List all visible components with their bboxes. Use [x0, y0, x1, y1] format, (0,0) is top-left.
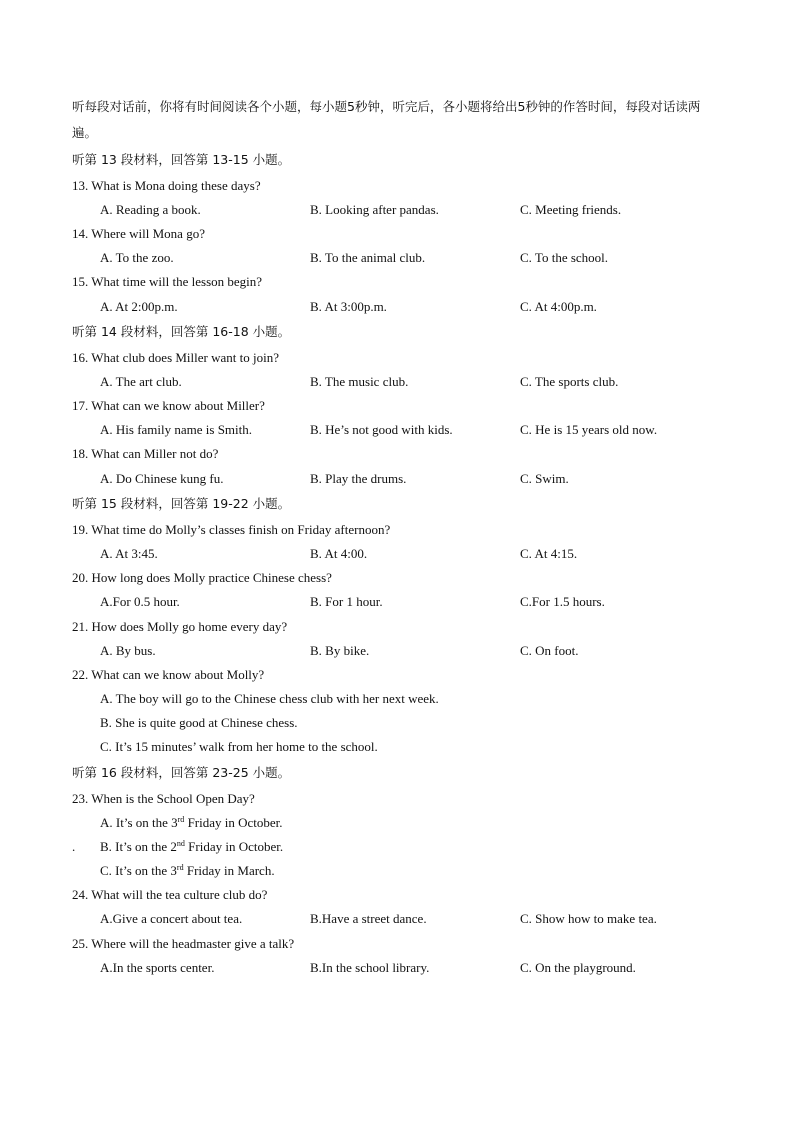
ordinal-suffix: rd: [176, 863, 184, 872]
question-13-stem: 13. What is Mona doing these days?: [72, 178, 261, 193]
question-17-stem: 17. What can we know about Miller?: [72, 398, 265, 413]
section-heading-14: 听第 14 段材料，回答第 16-18 小题。: [72, 324, 291, 339]
question-20-option-b: B. For 1 hour.: [310, 594, 383, 609]
question-25-option-c: C. On the playground.: [520, 960, 636, 975]
question-21-option-c: C. On foot.: [520, 643, 579, 658]
question-19-option-c: C. At 4:15.: [520, 546, 578, 561]
question-25-option-b: B.In the school library.: [310, 960, 430, 975]
question-25-option-a: A.In the sports center.: [100, 960, 215, 975]
question-13-option-a: A. Reading a book.: [100, 202, 201, 217]
question-23-option-a: [100, 814, 283, 832]
question-23-option-b-text: B. It’s on the 2: [100, 839, 177, 854]
question-20-option-c: C.For 1.5 hours.: [520, 594, 605, 609]
listening-instructions: 听每段对话前，你将有时间阅读各个小题，每小题5秒钟，听完后，各小题将给出5秒钟的作答时间，每段对话读两遍。: [72, 99, 701, 140]
question-25-stem: 25. Where will the headmaster give a talk?: [72, 936, 295, 951]
question-23-option-c: [100, 862, 275, 880]
section-heading-13: 听第 13 段材料，回答第 13-15 小题。: [72, 152, 291, 167]
question-17-option-c: C. He is 15 years old now.: [520, 422, 658, 437]
ordinal-suffix: rd: [177, 815, 185, 824]
question-24-stem: 24. What will the tea culture club do?: [72, 887, 268, 902]
question-13-option-c: C. Meeting friends.: [520, 202, 622, 217]
question-21-option-b: B. By bike.: [310, 643, 370, 658]
question-13-option-b: B. Looking after pandas.: [310, 202, 439, 217]
question-24-option-b: B.Have a street dance.: [310, 911, 427, 926]
ordinal-suffix: nd: [176, 839, 185, 848]
question-16-stem: 16. What club does Miller want to join?: [72, 350, 279, 365]
question-20-option-a: A.For 0.5 hour.: [100, 594, 180, 609]
question-14-option-c: C. To the school.: [520, 250, 609, 265]
question-24-option-c: C. Show how to make tea.: [520, 911, 657, 926]
question-20-stem: 20. How long does Molly practice Chinese chess?: [72, 570, 332, 585]
stray-dot: .: [72, 839, 76, 854]
question-16-option-a: A. The art club.: [100, 374, 182, 389]
question-15-option-b: B. At 3:00p.m.: [310, 299, 387, 314]
question-18-option-c: C. Swim.: [520, 471, 569, 486]
question-16-option-c: C. The sports club.: [520, 374, 619, 389]
question-17-option-a: A. His family name is Smith.: [100, 422, 253, 437]
question-18-option-a: A. Do Chinese kung fu.: [100, 471, 224, 486]
question-23-stem: 23. When is the School Open Day?: [72, 791, 255, 806]
question-14-option-a: A. To the zoo.: [100, 250, 174, 265]
question-19-option-a: A. At 3:45.: [100, 546, 158, 561]
question-23-option-b-rest: Friday in October.: [184, 839, 284, 854]
question-15-option-c: C. At 4:00p.m.: [520, 299, 597, 314]
question-23-option-a-rest: Friday in October.: [184, 815, 283, 830]
section-heading-16: 听第 16 段材料，回答第 23-25 小题。: [72, 765, 291, 780]
question-22-stem: 22. What can we know about Molly?: [72, 667, 265, 682]
question-22-option-c: C. It’s 15 minutes’ walk from her home to the school.: [100, 739, 378, 754]
question-17-option-b: B. He’s not good with kids.: [310, 422, 453, 437]
question-24-option-a: A.Give a concert about tea.: [100, 911, 243, 926]
question-23-option-c-text: C. It’s on the 3: [100, 863, 177, 878]
question-23-option-b: [100, 838, 283, 856]
question-15-option-a: A. At 2:00p.m.: [100, 299, 178, 314]
question-15-stem: 15. What time will the lesson begin?: [72, 274, 263, 289]
question-14-stem: 14. Where will Mona go?: [72, 226, 205, 241]
question-18-stem: 18. What can Miller not do?: [72, 446, 219, 461]
question-21-stem: 21. How does Molly go home every day?: [72, 619, 288, 634]
question-14-option-b: B. To the animal club.: [310, 250, 426, 265]
question-21-option-a: A. By bus.: [100, 643, 156, 658]
question-23-option-c-rest: Friday in March.: [183, 863, 275, 878]
question-22-option-b: B. She is quite good at Chinese chess.: [100, 715, 298, 730]
question-16-option-b: B. The music club.: [310, 374, 409, 389]
question-23-option-a-text: A. It’s on the 3: [100, 815, 178, 830]
question-19-stem: 19. What time do Molly’s classes finish on Friday afternoon?: [72, 522, 391, 537]
question-18-option-b: B. Play the drums.: [310, 471, 407, 486]
question-19-option-b: B. At 4:00.: [310, 546, 368, 561]
section-heading-15: 听第 15 段材料，回答第 19-22 小题。: [72, 496, 291, 511]
question-22-option-a: A. The boy will go to the Chinese chess club with her next week.: [100, 691, 439, 706]
